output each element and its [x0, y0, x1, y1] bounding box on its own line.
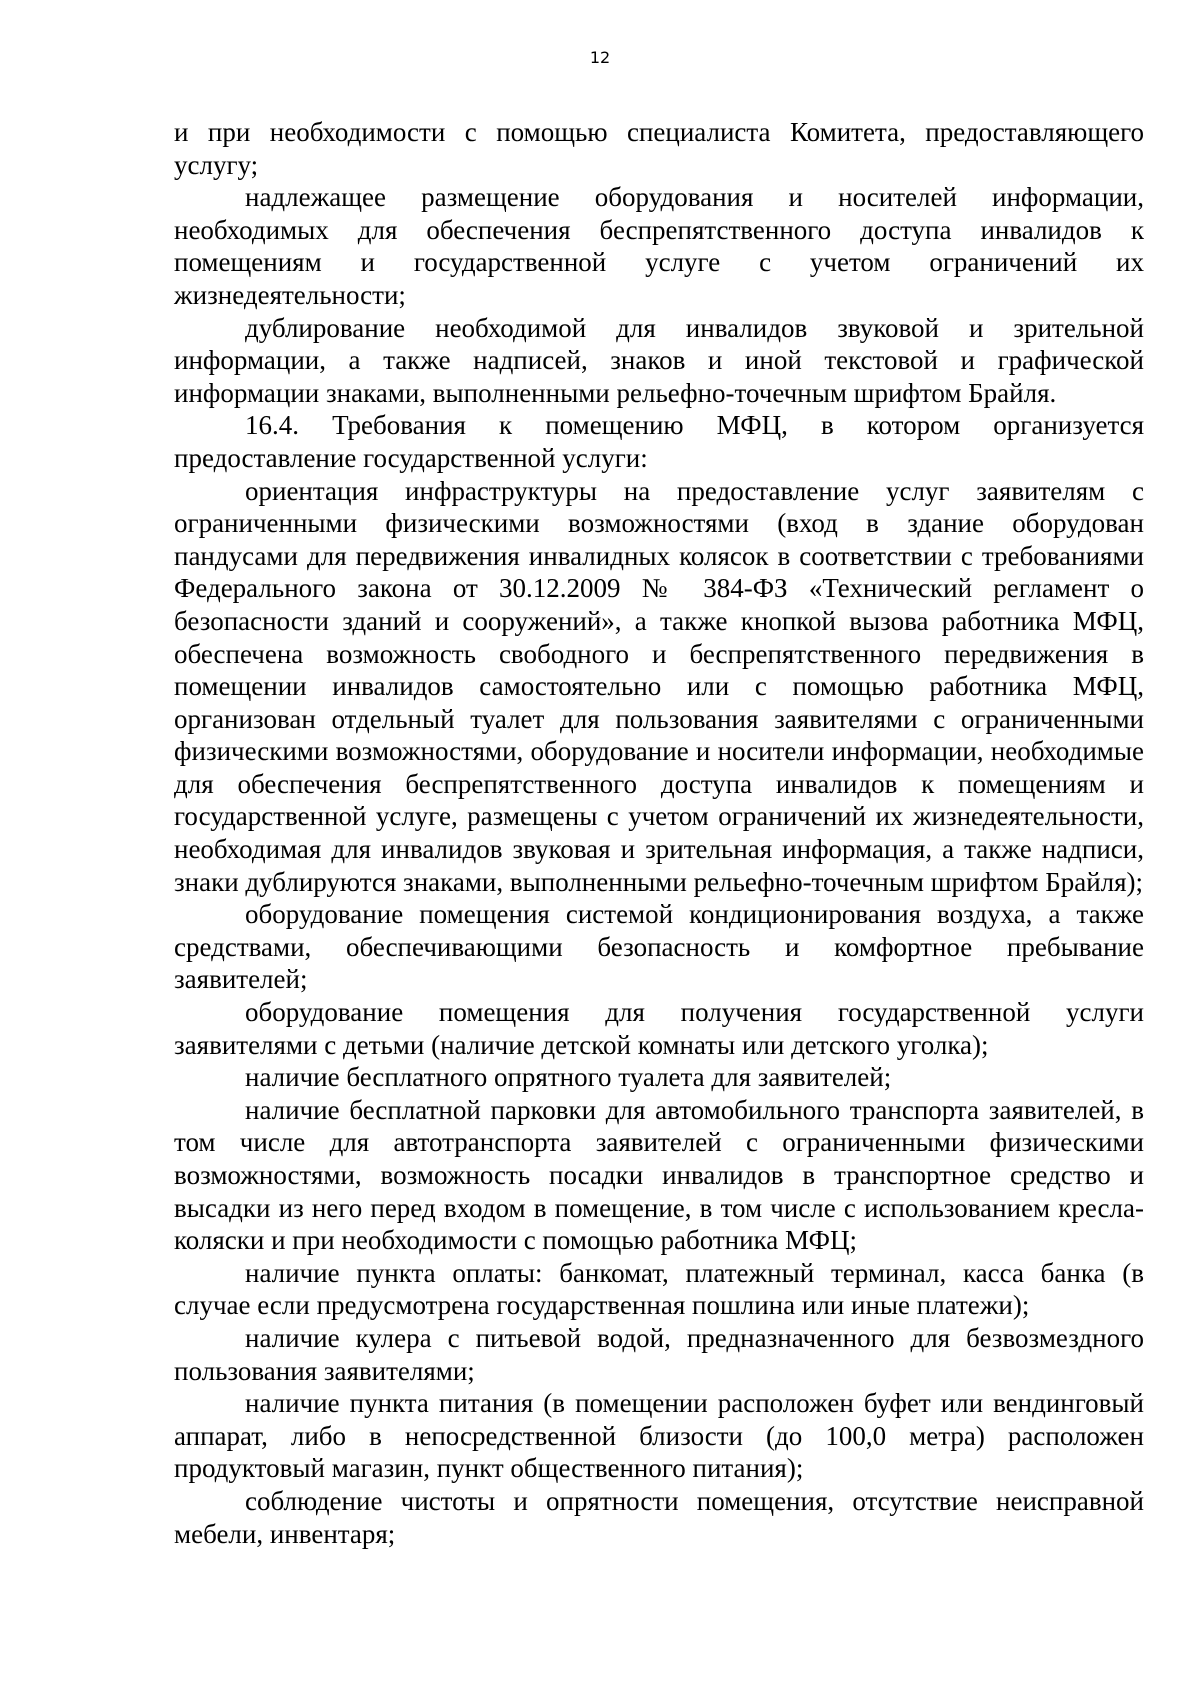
paragraph: наличие пункта оплаты: банкомат, платежный терминал, касса банка (в случае если предусмотрена государственная пошлина или иные платежи);	[174, 1257, 1144, 1321]
paragraph-continuation: и при необходимости с помощью специалиста Комитета, предоставляющего услугу;	[174, 117, 1144, 180]
paragraph: надлежащее размещение оборудования и носителей информации, необходимых для обеспечения беспрепятственного доступа инвалидов к помещениям и государственной услуге с учетом ограничений их жизнедеятельности;	[174, 182, 1144, 310]
page-number: 12	[589, 48, 611, 67]
paragraph: наличие бесплатной парковки для автомобильного транспорта заявителей, в том числе для автотранспорта заявителей с ограниченными физическими возможностями, возможность посадки инвалидов в транспортное средство и высадки из него перед входом в помещение, в том числе с использованием кресла-коляски и при необходимости с помощью работника МФЦ;	[174, 1094, 1144, 1256]
document-body	[174, 116, 1144, 1550]
paragraph: оборудование помещения системой кондиционирования воздуха, а также средствами, обеспечивающими безопасность и комфортное пребывание заявителей;	[174, 899, 1144, 995]
paragraph: оборудование помещения для получения государственной услуги заявителями с детьми (наличие детской комнаты или детского уголка);	[174, 997, 1144, 1060]
section-heading-paragraph: 16.4. Требования к помещению МФЦ, в котором организуется предоставление государственной услуги:	[174, 410, 1144, 473]
paragraph: дублирование необходимой для инвалидов звуковой и зрительной информации, а также надписей, знаков и иной текстовой и графической информации знаками, выполненными рельефно-точечным шрифтом Брайля.	[174, 312, 1144, 408]
paragraph: наличие кулера с питьевой водой, предназначенного для безвозмездного пользования заявителями;	[174, 1322, 1144, 1386]
paragraph: ориентация инфраструктуры на предоставление услуг заявителям с ограниченными физическими возможностями (вход в здание оборудован пандусами для передвижения инвалидных колясок в соответствии с требованиями Федерального закона от 30.12.2009 № 384-ФЗ «Технический регламент о безопасности зданий и сооружений», а также кнопкой вызова работника МФЦ, обеспечена возможность свободного и беспрепятственного передвижения в помещении инвалидов самостоятельно или с помощью работника МФЦ, организован отдельный туалет для пользования заявителями с ограниченными физическими возможностями, оборудование и носители информации, необходимые для обеспечения беспрепятственного доступа инвалидов к помещениям и государственной услуге, размещены с учетом ограничений их жизнедеятельности, необходимая для инвалидов звуковая и зрительная информация, а также надписи, знаки дублируются знаками, выполненными рельефно-точечным шрифтом Брайля);	[174, 475, 1144, 897]
paragraph: наличие бесплатного опрятного туалета для заявителей;	[245, 1062, 892, 1093]
paragraph: соблюдение чистоты и опрятности помещения, отсутствие неисправной мебели, инвентаря;	[174, 1485, 1144, 1549]
paragraph: наличие пункта питания (в помещении расположен буфет или вендинговый аппарат, либо в непосредственной близости (до 100,0 метра) расположен продуктовый магазин, пункт общественного питания);	[174, 1388, 1144, 1484]
